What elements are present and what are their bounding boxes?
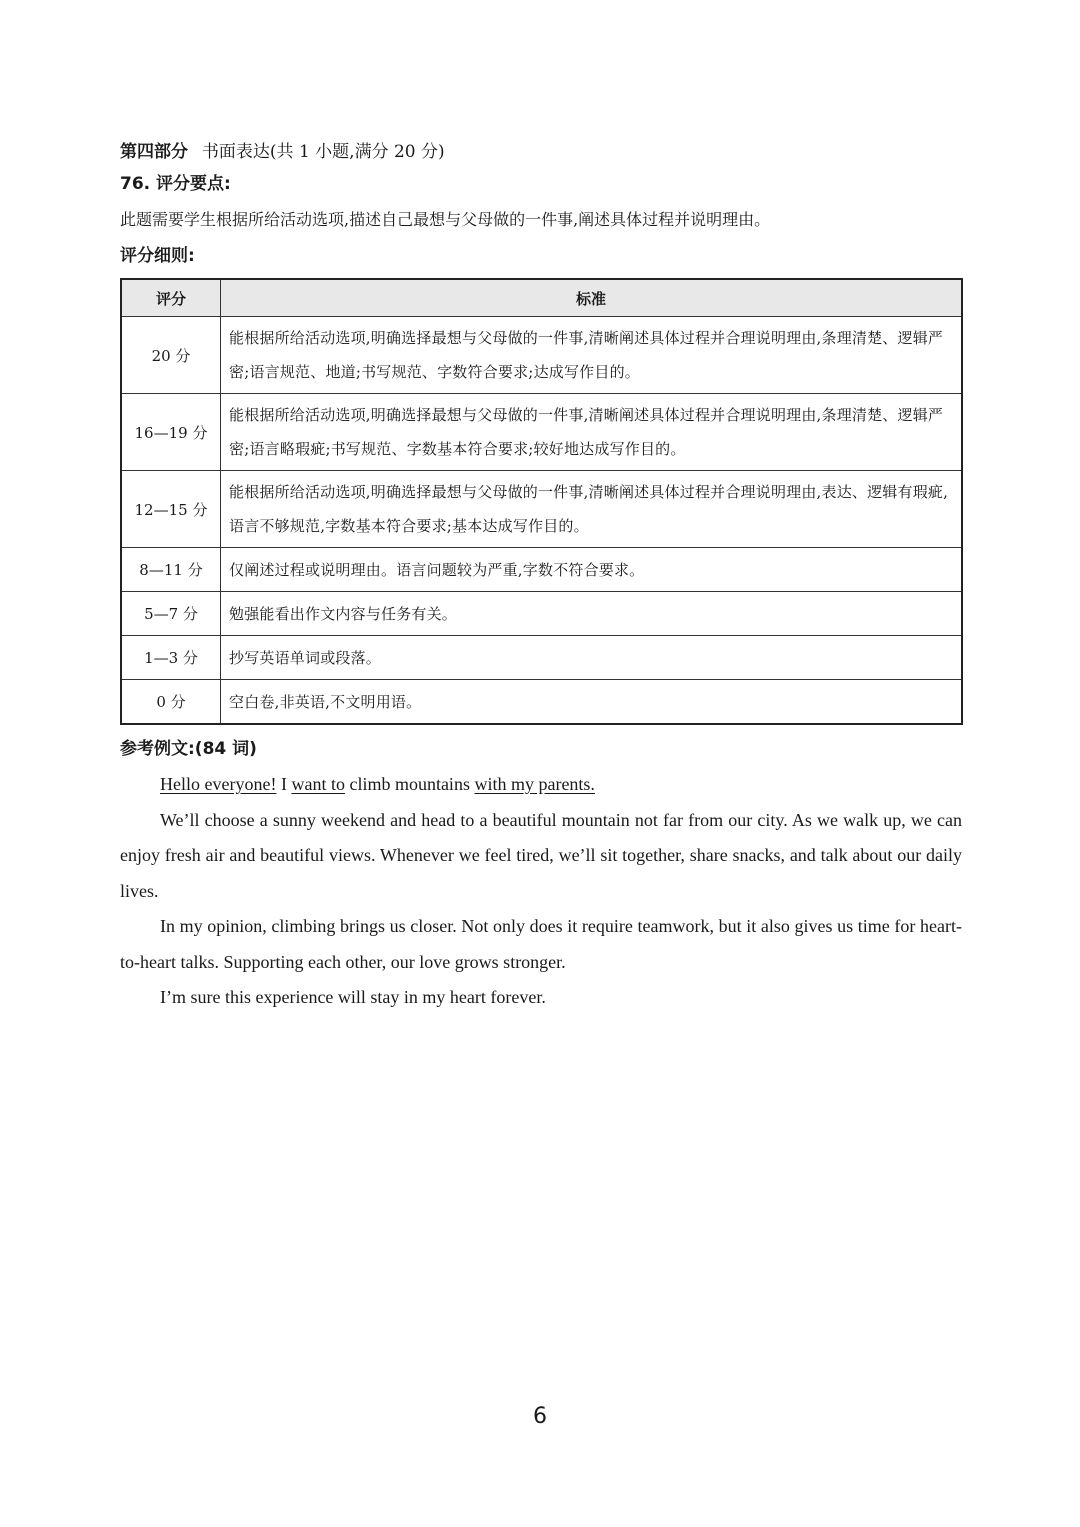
rubric-criteria: 能根据所给活动选项,明确选择最想与父母做的一件事,清晰阐述具体过程并合理说明理由,条理清楚、逻辑严密;语言略瑕疵;书写规范、字数基本符合要求;较好地达成写作目的。 [221,394,963,471]
essay-paragraph: We’ll choose a sunny weekend and head to a beautiful mountain not far from our city. As we walk up, we can enjoy fresh air and beautiful views. Whenever we feel tired, we’ll sit together, share snacks, and talk about our daily lives. [120,809,962,901]
essay-opening [120,767,962,803]
rubric-criteria: 仅阐述过程或说明理由。语言问题较为严重,字数不符合要求。 [221,548,963,592]
rubric-criteria: 能根据所给活动选项,明确选择最想与父母做的一件事,清晰阐述具体过程并合理说明理由,表达、逻辑有瑕疵,语言不够规范,字数基本符合要求;基本达成写作目的。 [221,471,963,548]
rubric-criteria: 勉强能看出作文内容与任务有关。 [221,592,963,636]
rubric-row [121,636,962,680]
rubric-row [121,548,962,592]
underlined-phrase: Hello everyone! [160,774,277,794]
rubric-criteria: 空白卷,非英语,不文明用语。 [221,680,963,725]
essay-paragraph: I’m sure this experience will stay in my heart forever. [160,987,546,1007]
essay-paragraph: In my opinion, climbing brings us closer. Not only does it require teamwork, but it also gives us time for heart-to-heart talks. Supporting each other, our love grows stronger. [120,916,962,972]
rubric-score: 8—11 分 [121,548,221,592]
rubric-score: 5—7 分 [121,592,221,636]
rubric-row [121,317,962,394]
rubric-row [121,471,962,548]
rubric-header-row [121,279,962,317]
rubric-heading: 评分细则: [120,246,195,266]
rubric-criteria: 抄写英语单词或段落。 [221,636,963,680]
section-title-main: 第四部分 [120,142,188,162]
underlined-phrase: with my parents. [474,774,595,794]
underlined-phrase: want to [291,774,345,794]
section-title-sub: 书面表达(共 1 小题,满分 20 分) [201,142,445,162]
rubric-score: 1—3 分 [121,636,221,680]
rubric-criteria: 能根据所给活动选项,明确选择最想与父母做的一件事,清晰阐述具体过程并合理说明理由,条理清楚、逻辑严密;语言规范、地道;书写规范、字数符合要求;达成写作目的。 [221,317,963,394]
criteria-column-header: 标准 [221,279,963,317]
section-title [120,138,962,166]
essay-text: climb mountains [344,774,475,794]
page-number: 6 [533,1404,547,1429]
sample-heading: 参考例文:(84 词) [120,739,257,759]
rubric-row [121,394,962,471]
score-column-header: 评分 [121,279,221,317]
answer-key-page [120,138,962,1016]
essay-text: I [276,774,292,794]
question-heading: 76. 评分要点: [120,174,231,194]
rubric-row [121,680,962,725]
sample-essay [120,767,962,1016]
question-intro: 此题需要学生根据所给活动选项,描述自己最想与父母做的一件事,阐述具体过程并说明理由。 [120,210,771,229]
rubric-score: 0 分 [121,680,221,725]
rubric-row [121,592,962,636]
rubric-score: 12—15 分 [121,471,221,548]
rubric-score: 20 分 [121,317,221,394]
rubric-score: 16—19 分 [121,394,221,471]
rubric-table [120,278,963,725]
